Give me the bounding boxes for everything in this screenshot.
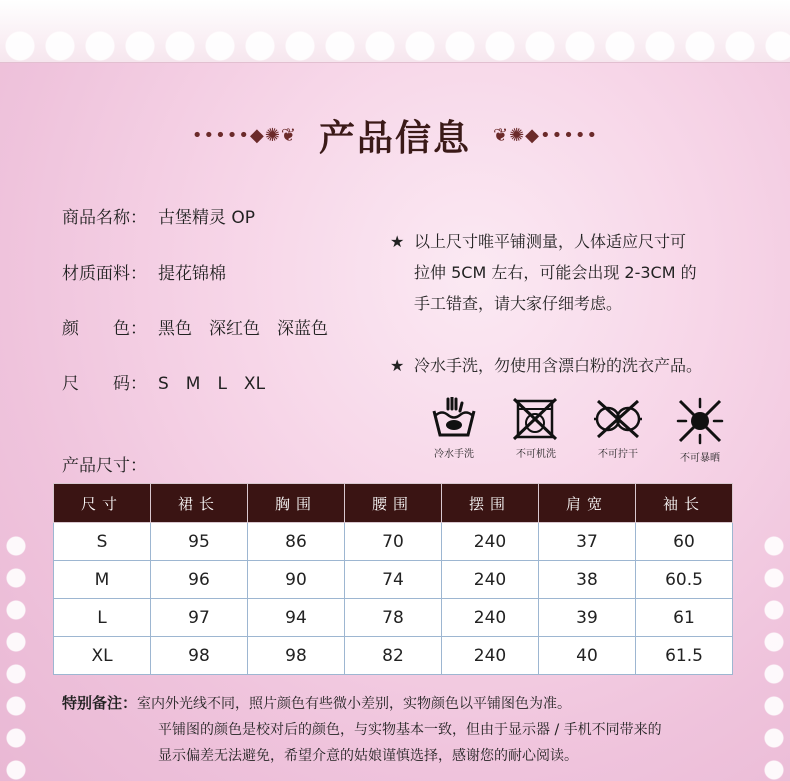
size-table bbox=[53, 483, 733, 675]
note-measurement bbox=[390, 226, 697, 319]
info-label: 颜 色： bbox=[62, 319, 147, 339]
special-remarks bbox=[62, 690, 662, 769]
column-header: 胸围 bbox=[248, 484, 345, 523]
column-header: 袖长 bbox=[636, 484, 733, 523]
star-icon: ★ bbox=[390, 232, 405, 251]
table-cell: 60.5 bbox=[636, 561, 733, 599]
table-cell: 94 bbox=[248, 599, 345, 637]
table-cell: 60 bbox=[636, 523, 733, 561]
remarks-line: 平铺图的颜色是校对后的颜色，与实物基本一致，但由于显示器 / 手机不同带来的 bbox=[158, 722, 662, 738]
note-line: 拉伸 5CM 左右，可能会出现 2-3CM 的 bbox=[414, 263, 697, 282]
flourish-right-icon: ❦✺◆••••• bbox=[493, 124, 599, 146]
info-label: 尺 码： bbox=[62, 374, 147, 394]
info-value: S M L XL bbox=[158, 374, 266, 394]
table-cell: 95 bbox=[151, 523, 248, 561]
table-cell: 82 bbox=[345, 637, 442, 675]
table-cell: 61.5 bbox=[636, 637, 733, 675]
table-cell: 98 bbox=[248, 637, 345, 675]
table-cell: 61 bbox=[636, 599, 733, 637]
table-cell: 78 bbox=[345, 599, 442, 637]
note-line: 以上尺寸唯平铺测量，人体适应尺寸可 bbox=[414, 232, 687, 251]
table-cell: 97 bbox=[151, 599, 248, 637]
table-row bbox=[54, 523, 733, 561]
table-cell: M bbox=[54, 561, 151, 599]
table-cell: 74 bbox=[345, 561, 442, 599]
care-no-machine-wash bbox=[506, 397, 566, 464]
table-cell: 39 bbox=[539, 599, 636, 637]
table-cell: 37 bbox=[539, 523, 636, 561]
no-wring-icon bbox=[592, 397, 644, 441]
table-cell: 240 bbox=[442, 561, 539, 599]
lace-border-right bbox=[758, 530, 790, 781]
flourish-left-icon: •••••◆✺❦ bbox=[191, 124, 297, 146]
lace-border-top bbox=[0, 0, 790, 63]
table-row bbox=[54, 561, 733, 599]
care-label: 冷水手洗 bbox=[434, 449, 474, 460]
info-label: 材质面料： bbox=[62, 264, 147, 284]
info-row-color bbox=[62, 314, 328, 339]
table-cell: 240 bbox=[442, 523, 539, 561]
info-label: 商品名称： bbox=[62, 208, 147, 228]
care-hand-wash bbox=[424, 397, 484, 464]
star-icon: ★ bbox=[390, 356, 405, 375]
info-row-name bbox=[62, 203, 255, 228]
lace-border-left bbox=[0, 530, 32, 781]
column-header: 摆围 bbox=[442, 484, 539, 523]
table-cell: L bbox=[54, 599, 151, 637]
title-row bbox=[0, 110, 790, 160]
column-header: 尺寸 bbox=[54, 484, 151, 523]
note-washing bbox=[390, 350, 702, 381]
table-cell: 38 bbox=[539, 561, 636, 599]
care-icons bbox=[424, 397, 730, 464]
table-row bbox=[54, 599, 733, 637]
table-cell: 240 bbox=[442, 637, 539, 675]
table-cell: XL bbox=[54, 637, 151, 675]
care-label: 不可暴晒 bbox=[680, 453, 720, 464]
care-no-wring bbox=[588, 397, 648, 464]
remarks-label: 特别备注： bbox=[62, 694, 138, 712]
table-cell: 86 bbox=[248, 523, 345, 561]
info-value: 古堡精灵 OP bbox=[158, 208, 256, 228]
remarks-line: 显示偏差无法避免，希望介意的姑娘谨慎选择，感谢您的耐心阅读。 bbox=[158, 748, 578, 764]
table-cell: 96 bbox=[151, 561, 248, 599]
size-section-title: 产品尺寸： bbox=[62, 456, 147, 476]
info-value: 黑色 深红色 深蓝色 bbox=[158, 319, 328, 339]
column-header: 裙长 bbox=[151, 484, 248, 523]
no-machine-wash-icon bbox=[512, 397, 560, 441]
no-sun-dry-icon bbox=[676, 397, 724, 445]
remarks-line: 室内外光线不同，照片颜色有些微小差别，实物颜色以平铺图色为准。 bbox=[137, 696, 572, 712]
info-row-size bbox=[62, 369, 265, 394]
table-cell: S bbox=[54, 523, 151, 561]
table-row bbox=[54, 637, 733, 675]
table-header-row bbox=[54, 484, 733, 523]
care-label: 不可机洗 bbox=[516, 449, 556, 460]
care-label: 不可拧干 bbox=[598, 449, 638, 460]
column-header: 肩宽 bbox=[539, 484, 636, 523]
note-line: 手工错查，请大家仔细考虑。 bbox=[414, 294, 623, 313]
column-header: 腰围 bbox=[345, 484, 442, 523]
page-title: 产品信息 bbox=[318, 117, 471, 159]
hand-wash-icon bbox=[430, 397, 478, 441]
care-no-sun-dry bbox=[670, 397, 730, 464]
info-value: 提花锦棉 bbox=[158, 264, 226, 284]
table-cell: 240 bbox=[442, 599, 539, 637]
table-cell: 40 bbox=[539, 637, 636, 675]
note-line: 冷水手洗，勿使用含漂白粉的洗衣产品。 bbox=[414, 356, 703, 375]
table-cell: 90 bbox=[248, 561, 345, 599]
table-cell: 70 bbox=[345, 523, 442, 561]
info-row-material bbox=[62, 259, 226, 284]
table-cell: 98 bbox=[151, 637, 248, 675]
